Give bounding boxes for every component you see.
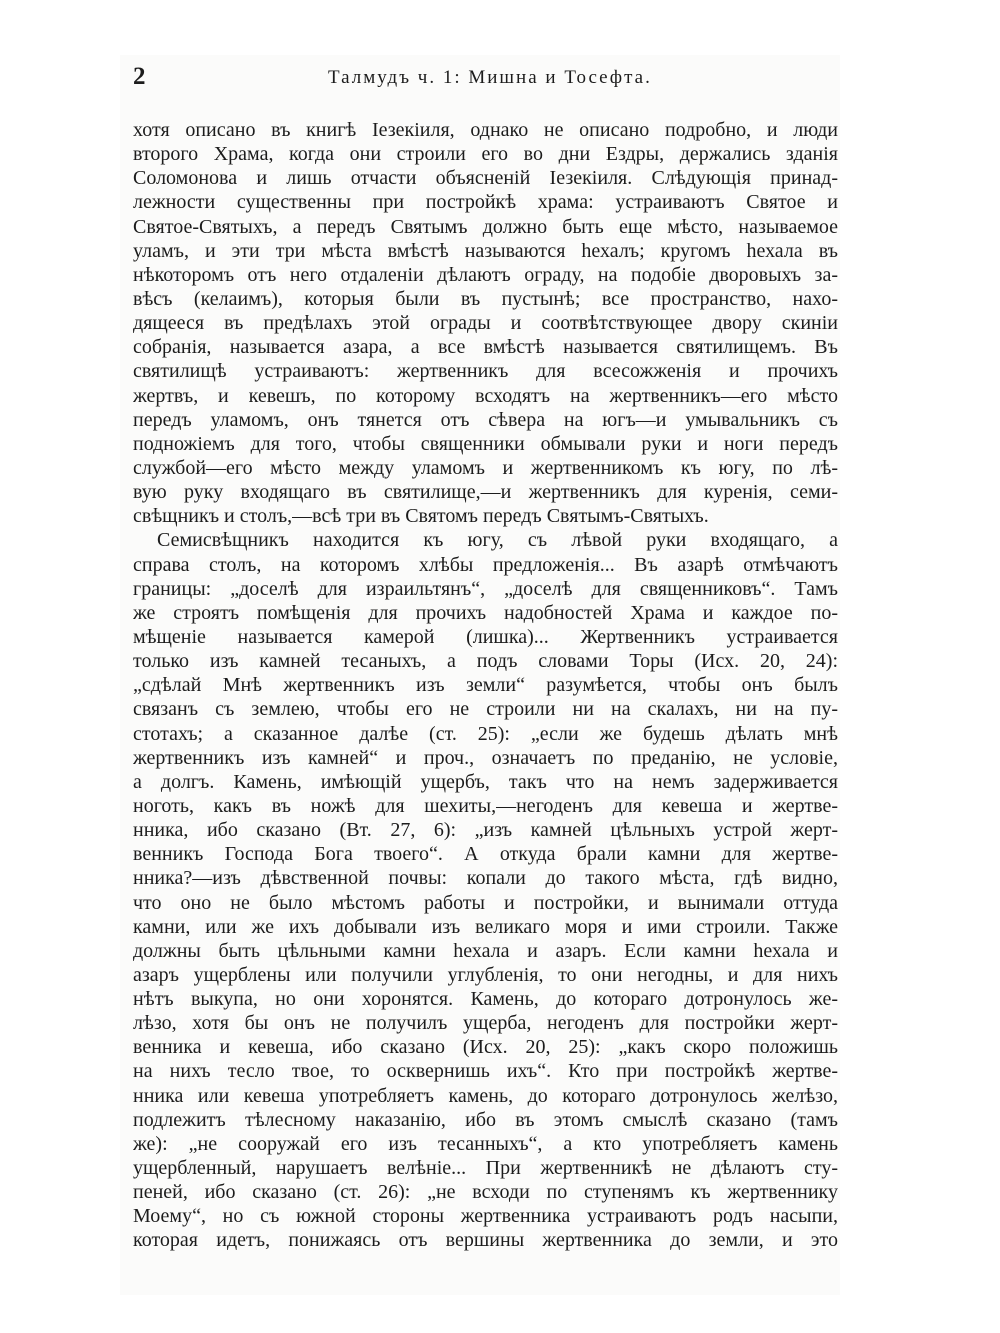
text-line: нѣкоторомъ отъ него отдаленіи дѣлаютъ ограду, на подобіе дворовыхъ за- [133, 263, 838, 286]
text-line: Моему“, но съ южной стороны жертвенника устраиваютъ родъ насыпи, [133, 1205, 838, 1228]
text-line: нника или кевеша употребляетъ камень, до котораго дотронулось желѣзо, [133, 1084, 838, 1107]
text-line: вѣсъ (келаимъ), которыя были въ пустынѣ; все пространство, нахо- [133, 287, 838, 310]
text-line: Соломонова и лишь отчасти объясненій Іезекіиля. Слѣдующія принад- [133, 167, 838, 190]
text-line: нѣтъ выкупа, но они хоронятся. Камень, до котораго дотронулось же- [133, 988, 838, 1011]
text-line: камни, или же ихъ добывали изъ великаго моря и ими строили. Также [133, 915, 838, 938]
text-line: Семисвѣщникъ находится къ югу, съ лѣвой руки входящаго, а [157, 529, 838, 552]
text-line: которая идетъ, понижаясь отъ вершины жертвенника до земли, и это [133, 1229, 838, 1252]
text-line: собранія, называется азара, а все вмѣстѣ называется святилищемъ. Въ [133, 336, 838, 359]
text-line: ноготь, какъ въ ножѣ для шехиты,—негоденъ для кевеша и жертве- [133, 794, 838, 817]
text-line: службой—его мѣсто между уламомъ и жертвенникомъ къ югу, по лѣ- [133, 456, 838, 479]
text-line: жертвъ, и кевешъ, по которому всходятъ на жертвенникъ—его мѣсто [133, 384, 838, 407]
running-header [133, 63, 833, 97]
book-page [120, 55, 840, 1295]
text-line: только изъ камней тесаныхъ, а подъ словами Торы (Исх. 20, 24): [133, 650, 838, 673]
text-line: Святое-Святыхъ, а передъ Святымъ должно быть еще мѣсто, называемое [133, 215, 838, 238]
text-line: справа столъ, на которомъ хлѣбы предложенія... Въ азарѣ отмѣчаютъ [133, 553, 838, 576]
text-line: лежности существенны при постройкѣ храма: устраиваютъ Святое и [133, 191, 838, 214]
text-line: пеней, ибо сказано (ст. 26): „не всходи по ступенямъ къ жертвеннику [133, 1181, 838, 1204]
text-line: стотахъ; а сказанное далѣе (ст. 25): „если же будешь дѣлать мнѣ [133, 722, 838, 745]
text-line: должны быть цѣльными камни һехала и азаръ. Если камни һехала и [133, 939, 838, 962]
text-line: же строятъ помѣщенія для прочихъ надобностей Храма и каждое по- [133, 601, 838, 624]
text-line: лѣзо, хотя бы онъ не получилъ ущерба, негоденъ для постройки жерт- [133, 1012, 838, 1035]
text-line: подножіемъ для того, чтобы священники обмывали руки и ноги передъ [133, 432, 838, 455]
text-line: передъ уламомъ, онъ тянется отъ сѣвера на югъ—и умывальникъ съ [133, 408, 838, 431]
text-line: границы: „доселѣ для израильтянъ“, „доселѣ для священниковъ“. Тамъ [133, 577, 838, 600]
body-text [133, 118, 838, 1253]
text-line: „сдѣлай Мнѣ жертвенникъ изъ земли“ разумѣется, чтобы онъ былъ [133, 674, 838, 697]
text-line: нника?—изъ дѣвственной почвы: копали до такого мѣста, гдѣ видно, [133, 867, 838, 890]
text-line: венника и кевеша, ибо сказано (Исх. 20, 25): „какъ скоро положишь [133, 1036, 838, 1059]
text-line: ущербленный, нарушаетъ велѣніе... При жертвенникѣ не дѣлаютъ сту- [133, 1157, 838, 1180]
text-line: второго Храма, когда они строили его во дни Ездры, держались зданія [133, 143, 838, 166]
text-line: связанъ съ землею, чтобы его не строили ни на скалахъ, ни на пу- [133, 698, 838, 721]
text-line: а долгъ. Камень, имѣющій ущербъ, такъ что на немъ задерживается [133, 770, 838, 793]
text-line: святилищѣ устраиваютъ: жертвенникъ для всесожженія и прочихъ [133, 360, 838, 383]
text-line: свѣщникъ и столъ,—всѣ три въ Святомъ передъ Святымъ-Святыхъ. [133, 505, 709, 528]
text-line: что оно не было мѣстомъ работы и постройки, и вынимали оттуда [133, 891, 838, 914]
text-line: на нихъ тесло твое, то осквернишь ихъ“. Кто при постройкѣ жертве- [133, 1060, 838, 1083]
page-number: 2 [133, 63, 146, 90]
text-line: венникъ Господа Бога твоего“. А откуда брали камни для жертве- [133, 843, 838, 866]
text-line: жертвенникъ изъ камней“ и проч., означаетъ по преданію, не условіе, [133, 746, 838, 769]
text-line: подлежитъ тѣлесному наказанію, ибо въ этомъ смыслѣ сказано (тамъ [133, 1108, 838, 1131]
text-line: азаръ ущерблены или получили углубленія, то они негодны, и для нихъ [133, 963, 838, 986]
text-line: хотя описано въ книгѣ Іезекіиля, однако не описано подробно, и люди [133, 119, 838, 141]
text-line: вую руку входящаго въ святилище,—и жертвенникъ для куренія, семи- [133, 481, 838, 504]
text-line: нника, ибо сказано (Вт. 27, 6): „изъ камней цѣльныхъ устрой жерт- [133, 819, 838, 842]
text-line: дящееся въ предѣлахъ этой ограды и соотвѣтствующее двору скиніи [133, 312, 838, 335]
text-line: мѣщеніе называется камерой (лишка)... Жертвенникъ устраивается [133, 625, 838, 648]
text-line: уламъ, и эти три мѣста вмѣстѣ называются һехалъ; кругомъ һехала въ [133, 239, 838, 262]
running-title: Талмудъ ч. 1: Мишна и Тосефта. [328, 67, 652, 88]
text-line: же): „не сооружай его изъ тесанныхъ“, а кто употребляетъ камень [133, 1132, 838, 1155]
